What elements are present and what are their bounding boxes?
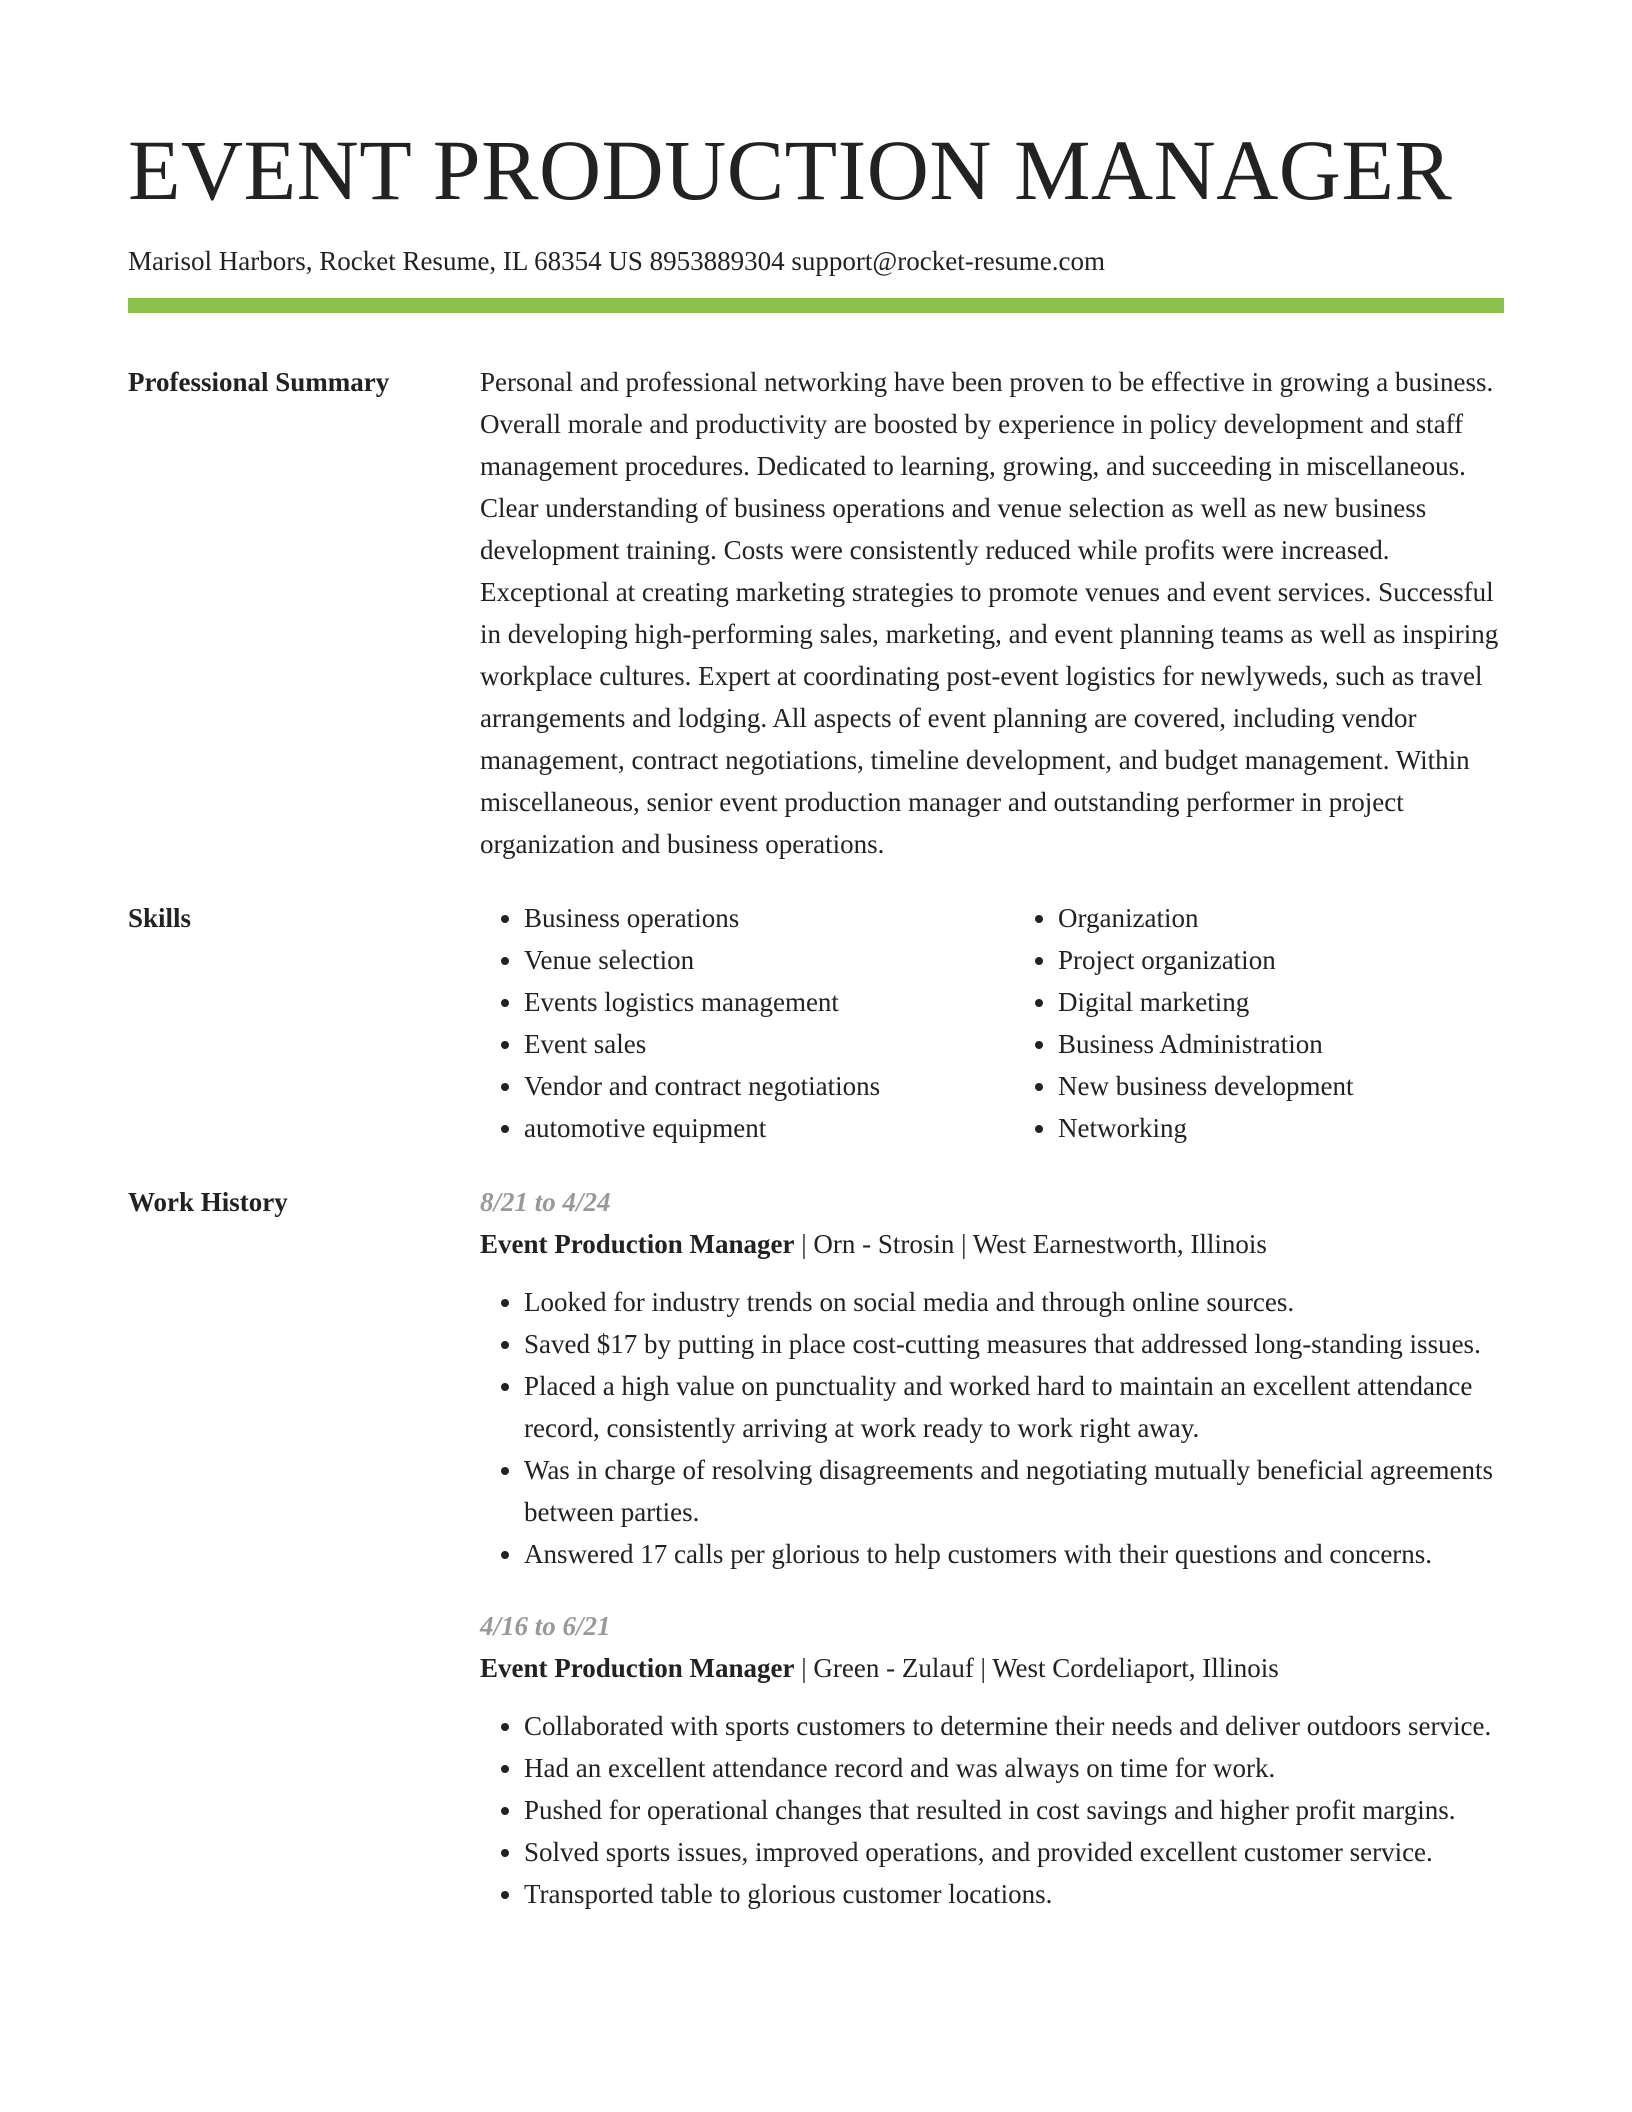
skill-item: • Vendor and contract negotiations bbox=[524, 1065, 970, 1107]
job-bullet: • Had an excellent attendance record and was always on time for work. bbox=[524, 1747, 1504, 1789]
job-entry bbox=[480, 1181, 1504, 1575]
job-entry bbox=[480, 1605, 1504, 1915]
skills-grid bbox=[480, 897, 1504, 1149]
skills-heading: Skills bbox=[128, 903, 192, 933]
job-bullet: • Transported table to glorious customer locations. bbox=[524, 1873, 1504, 1915]
job-bullet: • Solved sports issues, improved operations, and provided excellent customer service. bbox=[524, 1831, 1504, 1873]
skill-item: • Digital marketing bbox=[1058, 981, 1504, 1023]
skill-item: • Organization bbox=[1058, 897, 1504, 939]
skill-item: • New business development bbox=[1058, 1065, 1504, 1107]
work-history-heading: Work History bbox=[128, 1187, 288, 1217]
accent-divider bbox=[128, 298, 1504, 313]
summary-text: Personal and professional networking have been proven to be effective in growing a business. Overall morale and productivity are boosted by experience in policy development and staff management procedures. Dedicated to learning, growing, and succeeding in miscellaneous. Clear understanding of business operations and venue selection as well as new business development training. Costs were consistently reduced while profits were increased. Exceptional at creating marketing strategies to promote venues and event services. Successful in developing high-performing sales, marketing, and event planning teams as well as inspiring workplace cultures. Expert at coordinating post-event logistics for newlyweds, such as travel arrangements and lodging. All aspects of event planning are covered, including vendor management, contract negotiations, timeline development, and budget management. Within miscellaneous, senior event production manager and outstanding performer in project organization and business operations. bbox=[480, 367, 1499, 859]
skill-item: • Networking bbox=[1058, 1107, 1504, 1149]
job-bullet: • Placed a high value on punctuality and worked hard to maintain an excellent attendance record, consistently arriving at work ready to work right away. bbox=[524, 1365, 1504, 1449]
job-details: | Green - Zulauf | West Cordeliaport, Illinois bbox=[794, 1653, 1279, 1683]
job-bullet: • Collaborated with sports customers to determine their needs and deliver outdoors service. bbox=[524, 1705, 1504, 1747]
summary-body bbox=[480, 361, 1504, 865]
skills-column-2 bbox=[1014, 897, 1504, 1149]
skill-item: • Business operations bbox=[524, 897, 970, 939]
job-bullets bbox=[480, 1705, 1504, 1915]
job-bullet: • Pushed for operational changes that resulted in cost savings and higher profit margins. bbox=[524, 1789, 1504, 1831]
skills-section bbox=[128, 897, 1504, 1149]
skills-body bbox=[480, 897, 1504, 1149]
job-details: | Orn - Strosin | West Earnestworth, Illinois bbox=[794, 1229, 1267, 1259]
skills-column-1 bbox=[480, 897, 970, 1149]
skill-item: • Business Administration bbox=[1058, 1023, 1504, 1065]
skill-item: • Events logistics management bbox=[524, 981, 970, 1023]
job-title: Event Production Manager bbox=[480, 1653, 795, 1683]
job-title: Event Production Manager bbox=[480, 1229, 795, 1259]
work-history-section bbox=[128, 1181, 1504, 1915]
job-bullet: • Looked for industry trends on social media and through online sources. bbox=[524, 1281, 1504, 1323]
summary-heading: Professional Summary bbox=[128, 367, 390, 397]
skill-item: • Event sales bbox=[524, 1023, 970, 1065]
job-date: 8/21 to 4/24 bbox=[480, 1187, 611, 1217]
job-bullet: • Was in charge of resolving disagreements and negotiating mutually beneficial agreements between parties. bbox=[524, 1449, 1504, 1533]
resume-page bbox=[128, 120, 1504, 1915]
job-bullets bbox=[480, 1281, 1504, 1575]
skill-item: • Venue selection bbox=[524, 939, 970, 981]
job-bullet: • Saved $17 by putting in place cost-cutting measures that addressed long-standing issues. bbox=[524, 1323, 1504, 1365]
summary-section bbox=[128, 361, 1504, 865]
work-history-body bbox=[480, 1181, 1504, 1915]
job-date: 4/16 to 6/21 bbox=[480, 1611, 611, 1641]
job-title-line bbox=[480, 1223, 1504, 1265]
resume-name: EVENT PRODUCTION MANAGER bbox=[128, 122, 1453, 218]
contact-info: Marisol Harbors, Rocket Resume, IL 68354 US 8953889304 support@rocket-resume.com bbox=[128, 246, 1105, 276]
job-bullet: • Answered 17 calls per glorious to help customers with their questions and concerns. bbox=[524, 1533, 1504, 1575]
skill-item: • Project organization bbox=[1058, 939, 1504, 981]
job-title-line bbox=[480, 1647, 1504, 1689]
skill-item: • automotive equipment bbox=[524, 1107, 970, 1149]
